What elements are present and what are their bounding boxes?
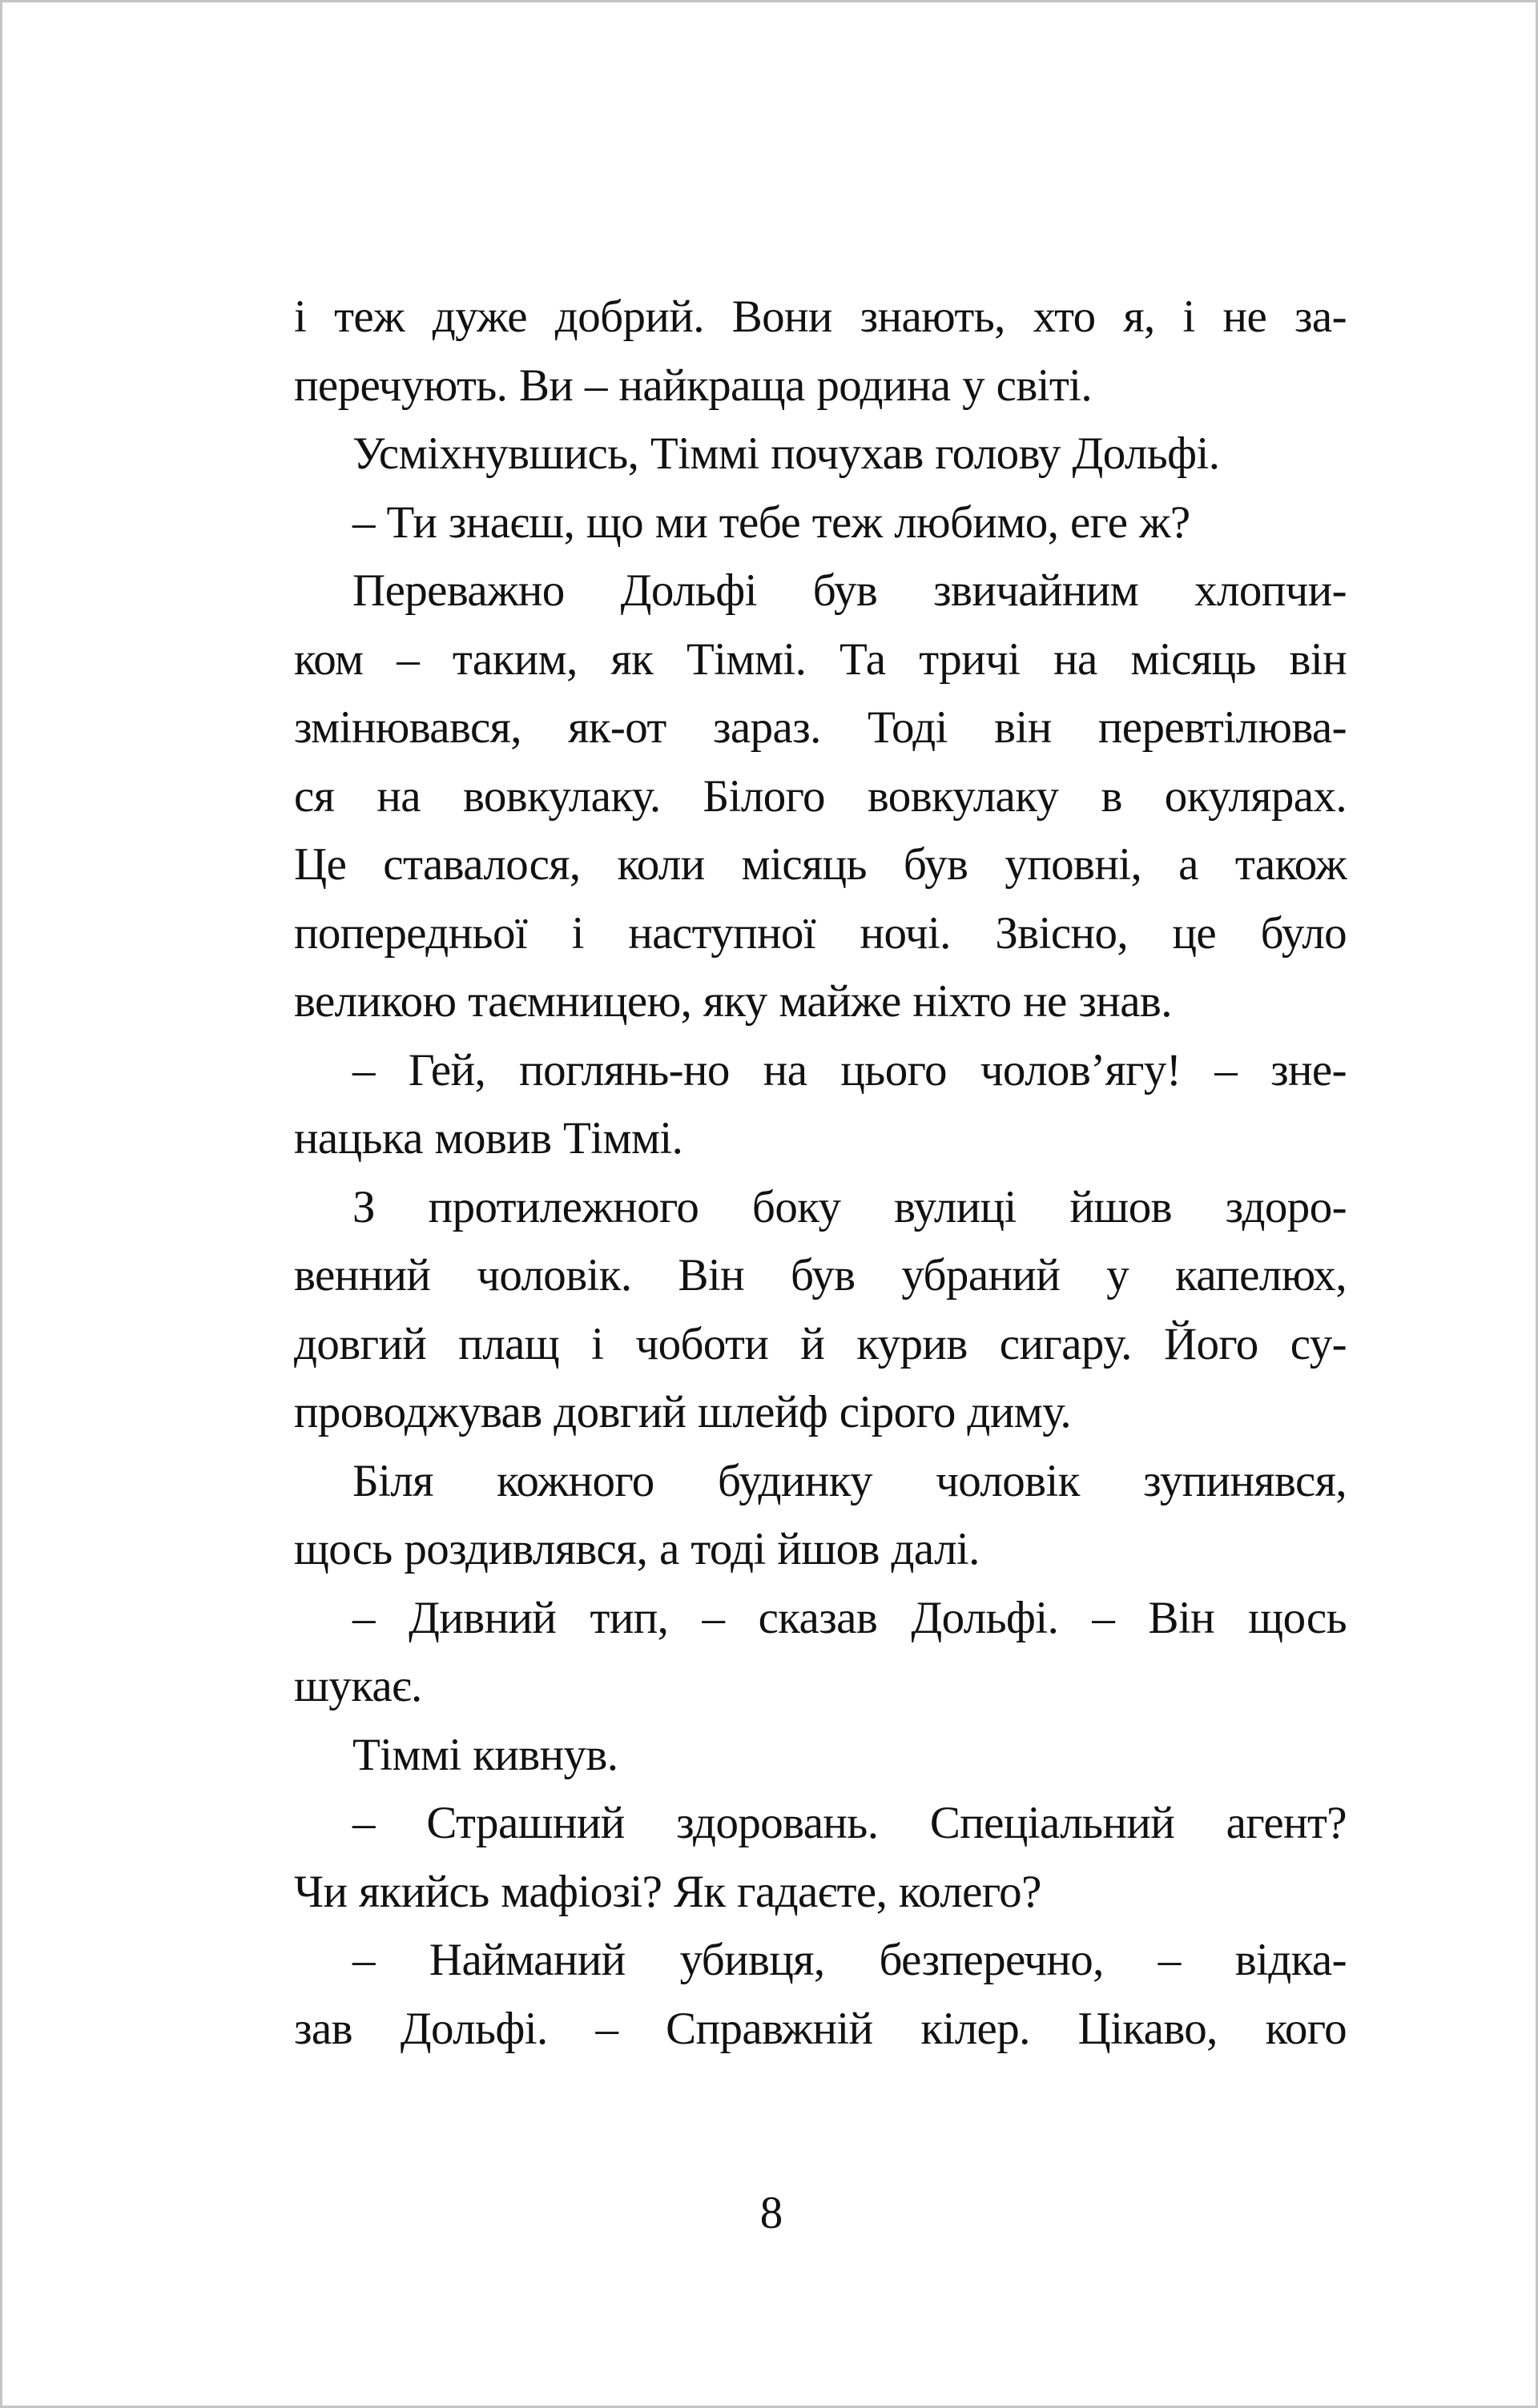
text-line: – Найманий убивця, безперечно, – відка-	[352, 1935, 1347, 1985]
text-line: – Дивний тип, – сказав Дольфі. – Він щось	[352, 1592, 1347, 1643]
text-line: нацька мовив Тіммі.	[294, 1113, 683, 1164]
text-line: попередньої і наступної ночі. Звісно, це було	[294, 907, 1347, 959]
text-line: проводжував довгий шлейф сірого диму.	[294, 1387, 1072, 1437]
text-line: шукає.	[294, 1661, 422, 1711]
page-number: 8	[759, 2188, 783, 2238]
text-line: щось роздивлявся, а тоді йшов далі.	[294, 1524, 980, 1574]
text-line: – Страшний здоровань. Спеціальний агент?	[352, 1798, 1347, 1848]
text-line: змінювався, як-от зараз. Тоді він перевтілюва-	[294, 702, 1347, 753]
text-line: венний чоловік. Він був убраний у капелюх,	[294, 1250, 1347, 1300]
text-line: і теж дуже добрий. Вони знають, хто я, і не за-	[294, 291, 1347, 342]
text-line: Тіммі кивнув.	[352, 1729, 618, 1780]
text-line: – Ти знаєш, що ми тебе теж любимо, еге ж?	[352, 496, 1190, 548]
text-line: – Гей, поглянь-но на цього чолов’ягу! – зне-	[352, 1044, 1347, 1095]
body-text	[294, 283, 1347, 2063]
text-line: великою таємницею, яку майже ніхто не знав.	[294, 976, 1172, 1027]
text-line: Усміхнувшись, Тіммі почухав голову Дольфі.	[352, 428, 1220, 479]
text-line: Це ставалося, коли місяць був уповні, а також	[294, 839, 1347, 890]
text-line: Переважно Дольфі був звичайним хлопчи-	[352, 565, 1347, 616]
text-line: Чи якийсь мафіозі? Як гадаєте, колего?	[294, 1866, 1041, 1917]
text-line: ком – таким, як Тіммі. Та тричі на місяць він	[294, 633, 1347, 685]
text-line: зав Дольфі. – Справжній кілер. Цікаво, кого	[294, 2003, 1347, 2054]
text-line: перечують. Ви – найкраща родина у світі.	[294, 360, 1093, 411]
text-line: З протилежного боку вулиці йшов здоро-	[352, 1181, 1347, 1232]
text-line: Біля кожного будинку чоловік зупинявся,	[352, 1455, 1347, 1506]
text-line: довгий плащ і чоботи й курив сигару. Його су-	[294, 1318, 1347, 1369]
text-line: ся на вовкулаку. Білого вовкулаку в окулярах.	[294, 770, 1347, 822]
